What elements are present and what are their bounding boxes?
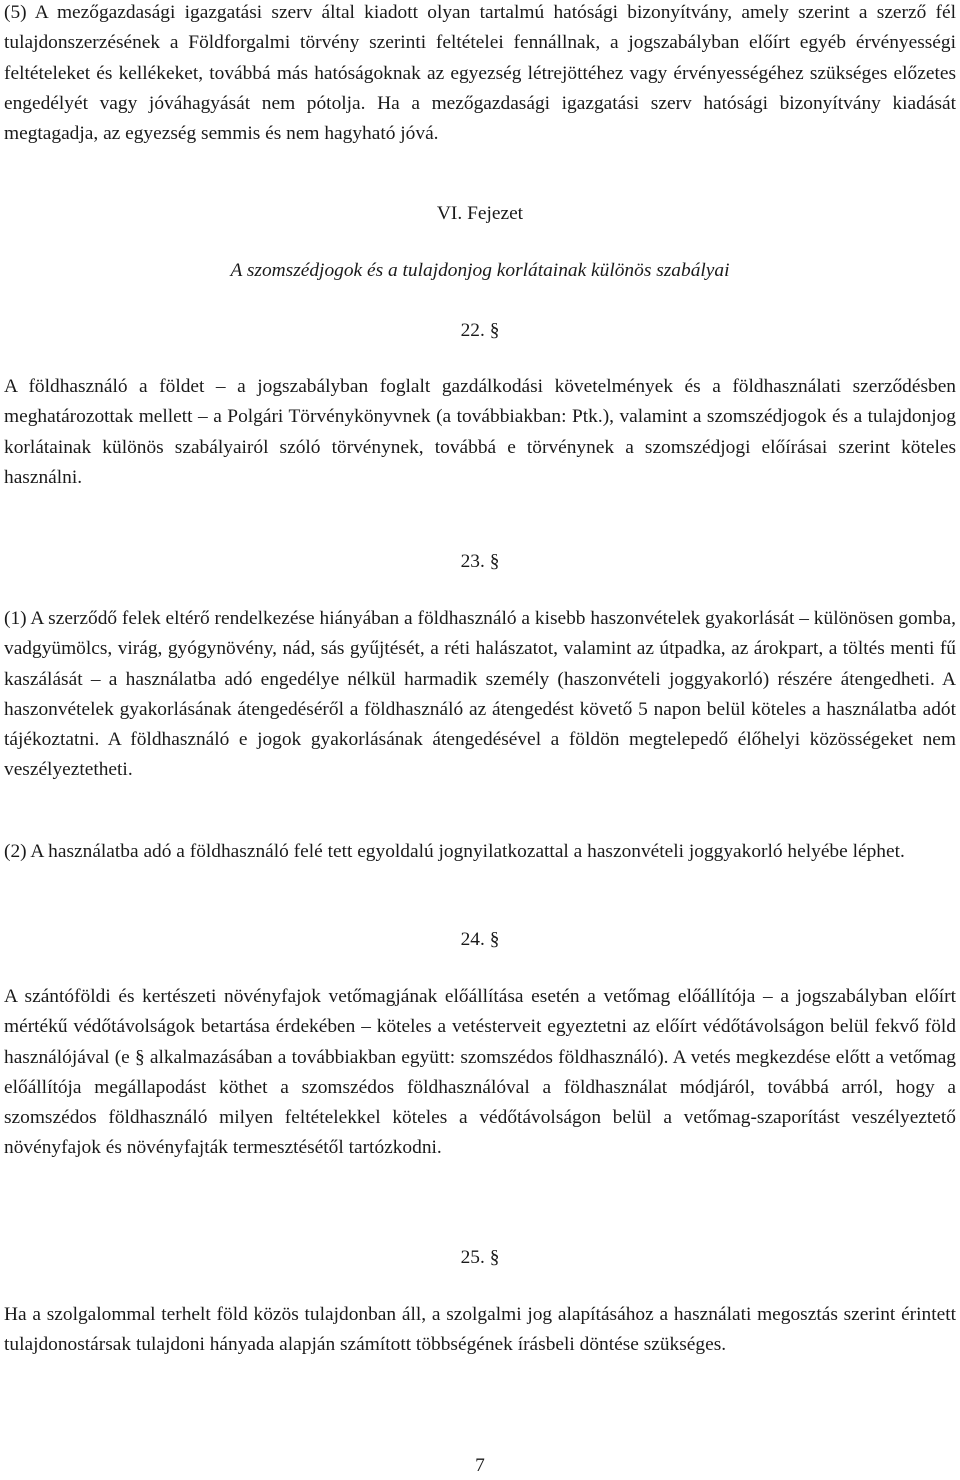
section-heading-22: 22. § [460,320,500,341]
section-24-paragraph: A szántóföldi és kertészeti növényfajok vetőmagjának előállítása esetén a vetőmag előállítója – a jogszabályban előírt mértékű védőtávolságok betartása érdekében – köteles a vetésterveit egyeztetni az előírt védőtávolságon belül fekvő föld használójával (e § alkalmazásában a továbbiakban együtt: szomszédos földhasználó). A vetés megkezdése előtt a vetőmag előállítója megállapodást köthet a szomszédos földhasználóval a földhasználat módjáról, továbbá arról, hogy a szomszédos földhasználó milyen feltételekkel köteles a védőtávolságon belül a vetőmag-szaporítást veszélyeztető növényfajok és növényfajták termesztésétől tartózkodni. [4,986,956,1159]
chapter-title: A szomszédjogok és a tulajdonjog korlátainak különös szabályai [230,260,730,281]
section-heading-23: 23. § [460,551,500,572]
section-23-paragraph-2: (2) A használatba adó a földhasználó felé tett egyoldalú jognyilatkozattal a haszonvételi joggyakorló helyébe léphet. [4,841,905,862]
intro-paragraph: (5) A mezőgazdasági igazgatási szerv által kiadott olyan tartalmú hatósági bizonyítvány, amely szerint a szerző fél tulajdonszerzésének a Földforgalmi törvény szerinti feltételei fennállnak, a jogszabályban előírt egyéb érvényességi feltételeket és kellékeket, továbbá más hatóságoknak az egyezség létrejöttéhez vagy érvényességéhez szükséges előzetes engedélyét vagy jóváhagyását nem pótolja. Ha a mezőgazdasági igazgatási szerv hatósági bizonyítvány kiadását megtagadja, az egyezség semmis és nem hagyható jóvá. [4,2,956,145]
section-23-paragraph-1: (1) A szerződő felek eltérő rendelkezése hiányában a földhasználó a kisebb haszonvételek gyakorlását – különösen gomba, vadgyümölcs, virág, gyógynövény, nád, sás gyűjtését, a réti halászatot, valamint az útpadka, az árokpart, a töltés menti fű kaszálását – a használatba adó engedélye nélkül harmadik személy (haszonvételi joggyakorló) részére átengedheti. A haszonvételek gyakorlásának átengedéséről a földhasználó az átengedést követő 5 napon belül köteles a használatba adót tájékoztatni. A földhasználó e jogok gyakorlásának átengedésével a földön megtelepedő élőhelyi közösségeket nem veszélyeztetheti. [4,608,956,781]
chapter-number: VI. Fejezet [436,203,524,224]
page-number: 7 [475,1455,485,1476]
section-25-paragraph: Ha a szolgalommal terhelt föld közös tulajdonban áll, a szolgalmi jog alapításához a használati megosztás szerint érintett tulajdonostársak tulajdoni hányada alapján számított többségének írásbeli döntése szükséges. [4,1304,956,1356]
section-22-paragraph: A földhasználó a földet – a jogszabályban foglalt gazdálkodási követelmények és a földhasználati szerződésben meghatározottak mellett – a Polgári Törvénykönyvnek (a továbbiakban: Ptk.), valamint a szomszédjogok és a tulajdonjog korlátainak különös szabályairól szóló törvénynek, továbbá e törvénynek a szomszédjogi előírásai szerint köteles használni. [4,376,956,488]
document-page [4,0,956,1480]
section-heading-24: 24. § [460,929,500,950]
section-heading-25: 25. § [460,1247,500,1268]
